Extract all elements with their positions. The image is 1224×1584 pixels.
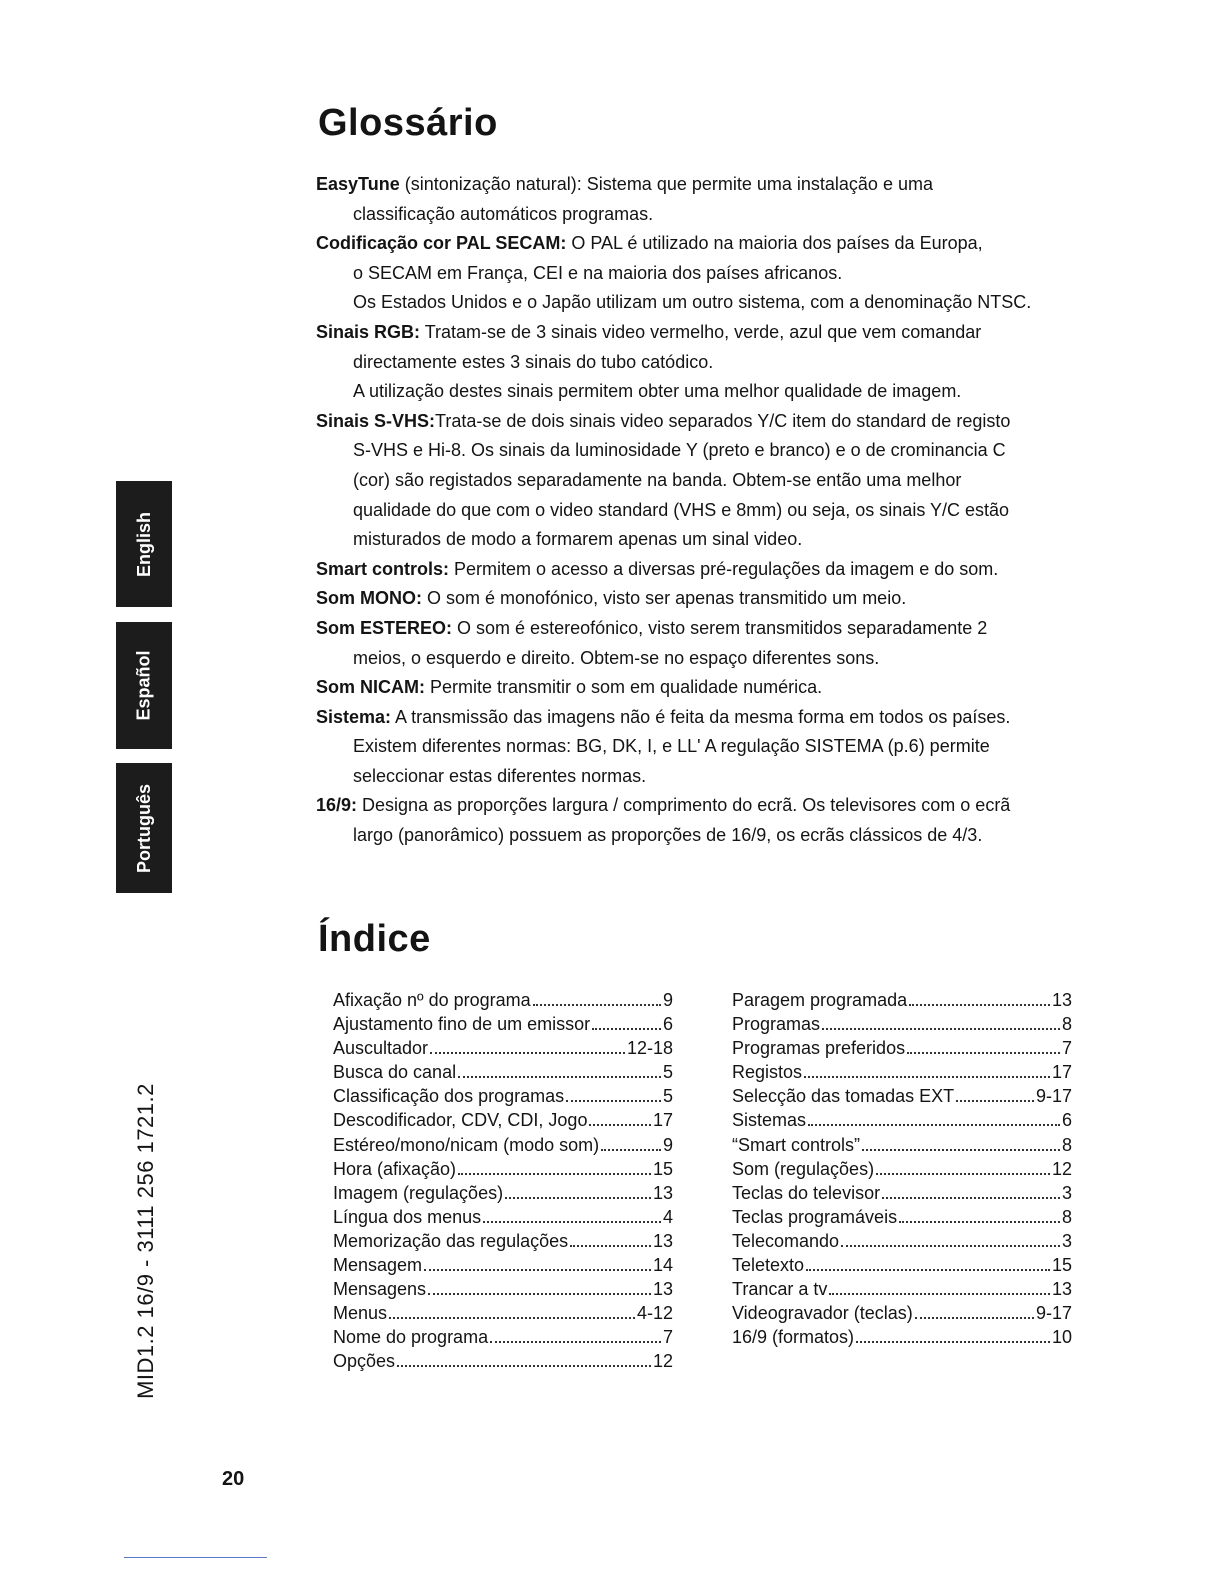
index-entry	[333, 1253, 673, 1277]
index-entry-page: 9-17	[1035, 1086, 1072, 1107]
index-entry-page: 12	[652, 1351, 673, 1372]
index-entry	[333, 1325, 673, 1349]
index-entry-label: Teletexto	[732, 1255, 805, 1276]
glossary-entry-smart-controls	[316, 555, 1096, 585]
glossary-text: largo (panorâmico) possuem as proporções de 16/9, os ecrãs clássicos de 4/3.	[353, 825, 983, 846]
index-entry	[333, 1301, 673, 1325]
dot-leader	[876, 1173, 1050, 1175]
index-entry-page: 3	[1061, 1182, 1072, 1203]
index-entry-page: 13	[1051, 990, 1072, 1010]
glossary-text: A utilização destes sinais permitem obter uma melhor qualidade de imagem.	[353, 381, 962, 402]
glossary-text: O som é monofónico, visto ser apenas transmitido um meio.	[422, 588, 907, 609]
glossary-entry-svhs	[316, 407, 1096, 555]
glossary-text: O PAL é utilizado na maioria dos países da Europa,	[566, 233, 983, 254]
index-entry-page: 13	[652, 1279, 673, 1300]
dot-leader	[909, 1004, 1050, 1006]
glossary-text: O som é estereofónico, visto serem transmitidos separadamente 2	[452, 617, 988, 638]
index-entry	[732, 1253, 1072, 1277]
glossary-text: S-VHS e Hi-8. Os sinais da luminosidade Y (preto e branco) e o de crominancia C	[353, 440, 1006, 461]
dot-leader	[389, 1317, 635, 1319]
index-entry	[732, 1084, 1072, 1108]
index-entry	[333, 1157, 673, 1181]
dot-leader	[856, 1341, 1050, 1343]
language-tab-espanol[interactable]	[116, 622, 172, 749]
index-entry	[732, 1036, 1072, 1060]
index-entry-label: Ajustamento fino de um emissor	[333, 1014, 591, 1035]
index-entry-label: Hora (afixação)	[333, 1158, 457, 1179]
index-entry-page: 17	[1051, 1062, 1072, 1083]
index-entry-page: 12	[1051, 1158, 1072, 1179]
index-entry	[333, 1349, 673, 1373]
dot-leader	[397, 1365, 651, 1367]
index-entry-label: Som (regulações)	[732, 1158, 875, 1179]
index-entry	[333, 988, 673, 1012]
glossary-term: Sinais S-VHS:	[316, 410, 436, 431]
glossary-text: (sintonização natural): Sistema que permite uma instalação e uma	[399, 174, 933, 194]
glossary-term: 16/9:	[316, 795, 358, 816]
index-entry-label: Paragem programada	[732, 990, 908, 1010]
index-entry-label: Trancar a tv	[732, 1279, 828, 1300]
glossary-list	[316, 170, 1096, 851]
index-entry-label: Auscultador	[333, 1038, 429, 1059]
index-entry	[333, 1181, 673, 1205]
index-entry-label: “Smart controls”	[732, 1134, 861, 1155]
glossary-text: qualidade do que com o video standard (VHS e 8mm) ou seja, os sinais Y/C estão	[353, 499, 1010, 520]
glossary-text: o SECAM em França, CEI e na maioria dos países africanos.	[353, 262, 843, 283]
index-entry-page: 8	[1061, 1134, 1072, 1155]
glossary-entry-som-mono	[316, 584, 1096, 614]
index-entry-label: Telecomando	[732, 1230, 840, 1251]
index-entry-label: Programas	[732, 1014, 821, 1035]
index-entry-page: 10	[1051, 1327, 1072, 1348]
document-code-text: MID1.2 16/9 - 3111 256 1721.2	[133, 1083, 158, 1399]
index-entry	[732, 1325, 1072, 1349]
language-tab-label: Español	[133, 650, 154, 721]
glossary-text: classificação automáticos programas.	[353, 203, 654, 224]
index-entry	[732, 1157, 1072, 1181]
glossary-text: Os Estados Unidos e o Japão utilizam um outro sistema, com a denominação NTSC.	[353, 292, 1032, 313]
dot-leader	[804, 1076, 1050, 1078]
index-entry	[333, 1229, 673, 1253]
index-entry-page: 14	[652, 1255, 673, 1276]
glossary-text: directamente estes 3 sinais do tubo catódico.	[353, 351, 714, 372]
index-entry-label: Nome do programa	[333, 1327, 489, 1348]
index-entry-page: 6	[1061, 1110, 1072, 1131]
dot-leader	[822, 1028, 1060, 1030]
index-entry	[333, 1108, 673, 1132]
glossary-entry-som-estereo	[316, 614, 1096, 673]
glossary-text: misturados de modo a formarem apenas um sinal video.	[353, 529, 803, 550]
dot-leader	[882, 1197, 1060, 1199]
index-column-left	[333, 988, 673, 1374]
dot-leader	[458, 1076, 661, 1078]
index-entry	[732, 1229, 1072, 1253]
index-entry-page: 13	[1051, 1279, 1072, 1300]
index-entry	[333, 1277, 673, 1301]
glossary-term: Smart controls:	[316, 558, 450, 579]
dot-leader	[808, 1124, 1060, 1126]
language-tab-portugues[interactable]	[116, 763, 172, 893]
index-entry-page: 9-17	[1035, 1303, 1072, 1324]
index-entry	[333, 1084, 673, 1108]
index-entry-label: Classificação dos programas	[333, 1086, 565, 1107]
dot-leader	[907, 1052, 1060, 1054]
index-entry-label: Língua dos menus	[333, 1206, 482, 1227]
index-entry-page: 13	[652, 1230, 673, 1251]
index-entry-page: 12-18	[626, 1038, 673, 1059]
index-entry-label: Mensagem	[333, 1255, 423, 1276]
index-title: Índice	[318, 918, 431, 960]
index-entry-label: Memorização das regulações	[333, 1230, 569, 1251]
index-entry-page: 4-12	[636, 1303, 673, 1324]
index-entry-label: Selecção das tomadas EXT	[732, 1086, 955, 1107]
dot-leader	[424, 1269, 651, 1271]
index-entry-label: Videogravador (teclas)	[732, 1303, 913, 1324]
glossary-entry-som-nicam	[316, 673, 1096, 703]
index-entry-label: Menus	[333, 1303, 388, 1324]
index-entry	[732, 1301, 1072, 1325]
glossary-text: meios, o esquerdo e direito. Obtem-se no espaço diferentes sons.	[353, 647, 880, 668]
index-entry-page: 15	[1051, 1255, 1072, 1276]
index-entry-label: Mensagens	[333, 1279, 427, 1300]
index-entry-page: 3	[1061, 1230, 1072, 1251]
glossary-term: Sistema:	[316, 706, 392, 727]
index-entry	[333, 1060, 673, 1084]
index-entry-page: 13	[652, 1182, 673, 1203]
index-entry	[732, 1012, 1072, 1036]
index-entry	[732, 1205, 1072, 1229]
glossary-text: Permite transmitir o som em qualidade numérica.	[425, 677, 823, 698]
index-entry-page: 8	[1061, 1014, 1072, 1035]
dot-leader	[806, 1269, 1050, 1271]
language-tab-label: Português	[133, 783, 154, 873]
index-entry	[333, 1133, 673, 1157]
index-entry	[333, 1205, 673, 1229]
index-entry	[732, 1277, 1072, 1301]
dot-leader	[458, 1173, 651, 1175]
glossary-text: (cor) são registados separadamente na banda. Obtem-se então uma melhor	[353, 469, 962, 490]
glossary-term: EasyTune	[316, 174, 400, 194]
glossary-term: Codificação cor PAL SECAM:	[316, 233, 567, 254]
dot-leader	[505, 1197, 651, 1199]
index-entry-page: 9	[662, 1134, 673, 1155]
glossary-text: seleccionar estas diferentes normas.	[353, 765, 647, 786]
dot-leader	[490, 1341, 661, 1343]
glossary-text: Tratam-se de 3 sinais video vermelho, verde, azul que vem comandar	[420, 321, 982, 342]
index-entry-page: 8	[1061, 1206, 1072, 1227]
glossary-text: A transmissão das imagens não é feita da mesma forma em todos os países.	[391, 706, 1011, 727]
index-entry	[333, 1012, 673, 1036]
index-entry-page: 7	[1061, 1038, 1072, 1059]
index-entry-label: Afixação nº do programa	[333, 990, 531, 1010]
index-entry-label: Imagem (regulações)	[333, 1182, 504, 1203]
glossary-text: Permitem o acesso a diversas pré-regulações da imagem e do som.	[449, 558, 999, 579]
index-entry	[333, 1036, 673, 1060]
dot-leader	[589, 1124, 651, 1126]
glossary-entry-easytune	[316, 170, 1096, 229]
index-column-right	[732, 988, 1072, 1349]
dot-leader	[956, 1100, 1034, 1102]
index-entry	[732, 1108, 1072, 1132]
index-entry-label: Registos	[732, 1062, 803, 1083]
glossary-text: Existem diferentes normas: BG, DK, I, e LL' A regulação SISTEMA (p.6) permite	[353, 736, 990, 757]
dot-leader	[915, 1317, 1034, 1319]
index-entry-label: Programas preferidos	[732, 1038, 906, 1059]
glossary-entry-sistema	[316, 703, 1096, 792]
dot-leader	[483, 1221, 661, 1223]
glossary-entry-rgb	[316, 318, 1096, 407]
index-entry-label: Teclas programáveis	[732, 1206, 898, 1227]
glossary-term: Som ESTEREO:	[316, 617, 453, 638]
index-entry-page: 4	[662, 1206, 673, 1227]
index-entry-label: Estéreo/mono/nicam (modo som)	[333, 1134, 600, 1155]
dot-leader	[829, 1293, 1050, 1295]
glossary-term: Som NICAM:	[316, 677, 425, 698]
index-entry	[732, 1133, 1072, 1157]
index-entry	[732, 1181, 1072, 1205]
dot-leader	[566, 1100, 661, 1102]
language-tab-english[interactable]	[116, 481, 172, 607]
dot-leader	[601, 1149, 661, 1151]
glossary-entry-16-9	[316, 791, 1096, 850]
index-entry-page: 7	[662, 1327, 673, 1348]
footer-rule	[124, 1557, 267, 1558]
language-tab-label: English	[133, 511, 154, 577]
index-entry-page: 5	[662, 1062, 673, 1083]
index-entry-label: Descodificador, CDV, CDI, Jogo	[333, 1110, 588, 1131]
glossary-text: Designa as proporções largura / comprimento do ecrã. Os televisores com o ecrã	[357, 795, 1011, 816]
page-number: 20	[222, 1468, 245, 1490]
index-entry	[732, 1060, 1072, 1084]
index-entry-label: 16/9 (formatos)	[732, 1327, 855, 1348]
index-entry-label: Opções	[333, 1351, 396, 1372]
dot-leader	[533, 1004, 661, 1006]
index-entry-label: Teclas do televisor	[732, 1182, 881, 1203]
dot-leader	[570, 1245, 651, 1247]
dot-leader	[430, 1052, 625, 1054]
glossary-term: Som MONO:	[316, 588, 422, 609]
dot-leader	[899, 1221, 1060, 1223]
glossary-entry-pal-secam	[316, 229, 1096, 318]
index-entry-page: 15	[652, 1158, 673, 1179]
index-entry-label: Busca do canal	[333, 1062, 457, 1083]
glossary-term: Sinais RGB:	[316, 321, 421, 342]
index-entry-page: 6	[662, 1014, 673, 1035]
dot-leader	[592, 1028, 661, 1030]
dot-leader	[862, 1149, 1060, 1151]
dot-leader	[428, 1293, 651, 1295]
glossary-title: Glossário	[318, 102, 498, 144]
glossary-text: Trata-se de dois sinais video separados Y/C item do standard de registo	[435, 410, 1011, 431]
index-entry	[732, 988, 1072, 1012]
index-entry-page: 17	[652, 1110, 673, 1131]
index-entry-page: 9	[662, 990, 673, 1010]
index-entry-label: Sistemas	[732, 1110, 807, 1131]
dot-leader	[841, 1245, 1060, 1247]
index-entry-page: 5	[662, 1086, 673, 1107]
